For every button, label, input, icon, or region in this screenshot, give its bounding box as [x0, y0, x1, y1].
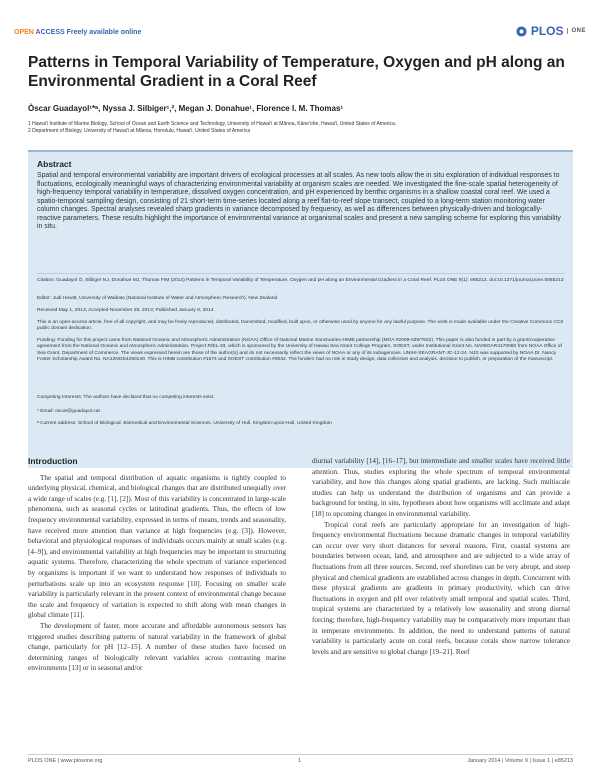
plos-logo-icon — [516, 26, 527, 37]
affiliation-1: 1 Hawai'i Institute of Marine Biology, School of Ocean and Earth Science and Technology, University of Hawai'i at Mānoa, Kāne'ohe, Hawai'i, United States of America, — [28, 121, 397, 127]
intro-paragraph-1: The spatial and temporal distribution of aquatic organisms is tightly coupled to underlying physical, chemical, and biological changes that are distributed unequally over a wide range of scales (e.g. [1], [2]). Most of this variability is concentrated in large-scale phenomena, such as seasonal cycles or latitudinal gradients. Thus, the effects of low frequency environmental variability, expressed in terms of means, trends and seasonality, have received more attention than variance at high frequencies (e.g. [3]). However, behavioral and physiological responses of individuals occurs mainly at small scales (e.g. [4–9]), and environmental variability at high frequencies may be important to structuring aquatic systems. Therefore, characterizing the whole spectrum of variance experienced by organisms is important if we want to understand how responses of individuals to perturbations scale up into an ecosystem response [10]. Focusing on smaller scale variability is particularly relevant in the present context of environmental change because the scale and frequency of variation is expected to shift along with mean changes in global climate [11]. — [28, 473, 286, 620]
affiliation-2: 2 Department of Biology, University of Hawai'i at Mānoa, Honolulu, Hawai'i, United States of America — [28, 128, 251, 134]
page-footer — [28, 754, 573, 764]
abstract-box — [28, 150, 573, 468]
journal-name-one: ONE — [567, 28, 586, 34]
introduction-heading: Introduction — [28, 456, 78, 466]
abstract-text: Spatial and temporal environmental variability are important drivers of ecological processes at all scales. As new tools allow the in situ exploration of individual responses to fluctuations, ecologically meaningful ways of characterizing environmental variability at organism scales are needed. We investigated the fine-scale spatial heterogeneity of high-frequency temporal variability in temperature, dissolved oxygen concentration, and pH experienced by benthic organisms in a shallow coastal coral reef. We used a spatio-temporal sampling design, consisting of 21 short-term time-series located along a reef flat-to-reef slope transect, coupled to a long-term station monitoring water column changes. Spectral analyses revealed sharp gradients in variance decomposed by frequency, as well as differences between physically-driven and biologically-reactive parameters. These results highlight the importance of environmental variance at organismal scales and present a new sampling scheme for exploring this variability in situ. — [37, 172, 561, 230]
dates: Received May 1, 2013; Accepted November 25, 2013; Published January 8, 2014 — [37, 308, 214, 313]
editor: Editor: Judi Hewitt, University of Waikato (National Institute of Water and Atmospheric Research), New Zealand — [37, 296, 278, 301]
email: * Email: oscar@guadayol.cat — [37, 409, 100, 414]
footer-journal-link: PLOS ONE | www.plosone.org — [28, 758, 103, 764]
copyright: This is an open-access article, free of all copyright, and may be freely reproduced, distributed, transmitted, modified, built upon, or otherwise used by anyone for any lawful purpose. The work is made available under the Creative Commons CC0 public domain dedication. — [37, 320, 564, 332]
abstract-heading: Abstract — [37, 159, 72, 169]
open-access-label — [14, 29, 141, 36]
page-number: 1 — [298, 758, 302, 764]
open-access-text: ACCESS Freely available online — [35, 29, 142, 36]
footer-issue: January 2014 | Volume 9 | Issue 1 | e85213 — [467, 758, 573, 764]
competing-interests: Competing Interests: The authors have declared that no competing interests exist. — [37, 395, 215, 400]
citation: Citation: Guadayol Ò, Silbiger NJ, Donahue MJ, Thomas FIM (2014) Patterns in Temporal Variability of Temperature, Oxygen and pH along an Environmental Gradient in a Coral Reef. PLoS ONE 9(1): e85213. doi:10.1371/journal.pone.0085213 — [37, 278, 564, 283]
funding: Funding: Funding for this project came from National Oceanic and Atmospheric Administration (NOAA) Office of National Marine Sanctuaries-HIMB partnership (MOA #2009-039/7932). This paper is also funded in part by a grant/cooperative agreement from the National Oceanic and Atmospheric Administration, Project R/EL-33, which is sponsored by the University of Hawaii Sea Grant College Program, SOEST, under Institutional Grant No. NA09OAR4170060 from NOAA Office of Sea Grant, Department of Commerce. The views expressed herein are those of the author(s) and do not necessarily reflect the views of NOAA or any of its subagencies. UNIHI-SEAGRANT-JC-12-24. NJS was supported by NOAA Dr. Nancy Foster Scholarship Award No. NA12NOS4290140. This is HIMB contribution #1574 and SOEST contribution #9042. The funders had no role in study design, data collection and analysis, decision to publish, or preparation of the manuscript. — [37, 338, 562, 362]
intro-paragraph-3: diurnal variability [14], [16–17], but intermediate and smaller scales have received little attention. Thus, studies exploring the whole spectrum of temporal environmental variability, and how this changes along spatial gradients, are lacking. Such multiscale studies can help us understand the distribution of organisms and can provide a background for testing, in situ, hypotheses about how organisms will acclimate and adapt [18] to upcoming changes in environmental variability. — [312, 457, 570, 518]
journal-header — [0, 0, 600, 40]
left-column — [28, 456, 286, 674]
abstract-divider — [37, 273, 565, 274]
affiliations — [28, 121, 573, 135]
journal-name: PLOS — [530, 24, 564, 38]
open-access-open: OPEN — [14, 29, 34, 36]
intro-paragraph-2: The development of faster, more accurate and affordable autonomous sensors has triggered studies describing patterns of natural variability in the framework of global change, particularly for pH [12–15]. A number of these studies have focused on determining ranges of biologically relevant variables across contrasting marine environments [13] or in seasonal and/or — [28, 621, 286, 673]
author-list: Òscar Guadayol¹*ᵃ, Nyssa J. Silbiger¹,², Megan J. Donahue¹, Florence I. M. Thomas¹ — [28, 104, 344, 113]
paper-title: Patterns in Temporal Variability of Temperature, Oxygen and pH along an Environmental Gradient in a Coral Reef — [28, 54, 565, 90]
plos-one-logo — [516, 24, 586, 38]
intro-paragraph-4: Tropical coral reefs are particularly appropriate for an investigation of high-frequency environmental fluctuations because dramatic changes in temporal variability can occur over very short distances for several reasons. First, coastal systems are boundaries between ocean, land, and atmosphere and are subjected to a wide array of fluctuations from all three sources. Second, reef shorelines can be very abrupt, and steep physical and chemical gradients are established across changes in depth. Concurrent with these physical gradients are gradients in primary productivity, which can drive fluctuations in oxygen and pH over relatively small temporal and spatial scales. Third, tropical systems are characterized by a relatively low seasonality and strong diurnal forcing; therefore, high-frequency variability may be comparatively more important than in temperate environments. In addition, the need to understand patterns of natural variability is particularly acute on coral reefs, because corals show narrow tolerance levels and are sensitive to global change [19–21]. Reef — [312, 520, 570, 656]
current-address: ᵃ Current address: School of Biological, Biomedical and Environmental Sciences, University of Hull, Kingston-upon-Hull, United Kingdom — [37, 421, 332, 426]
right-column — [312, 456, 570, 657]
